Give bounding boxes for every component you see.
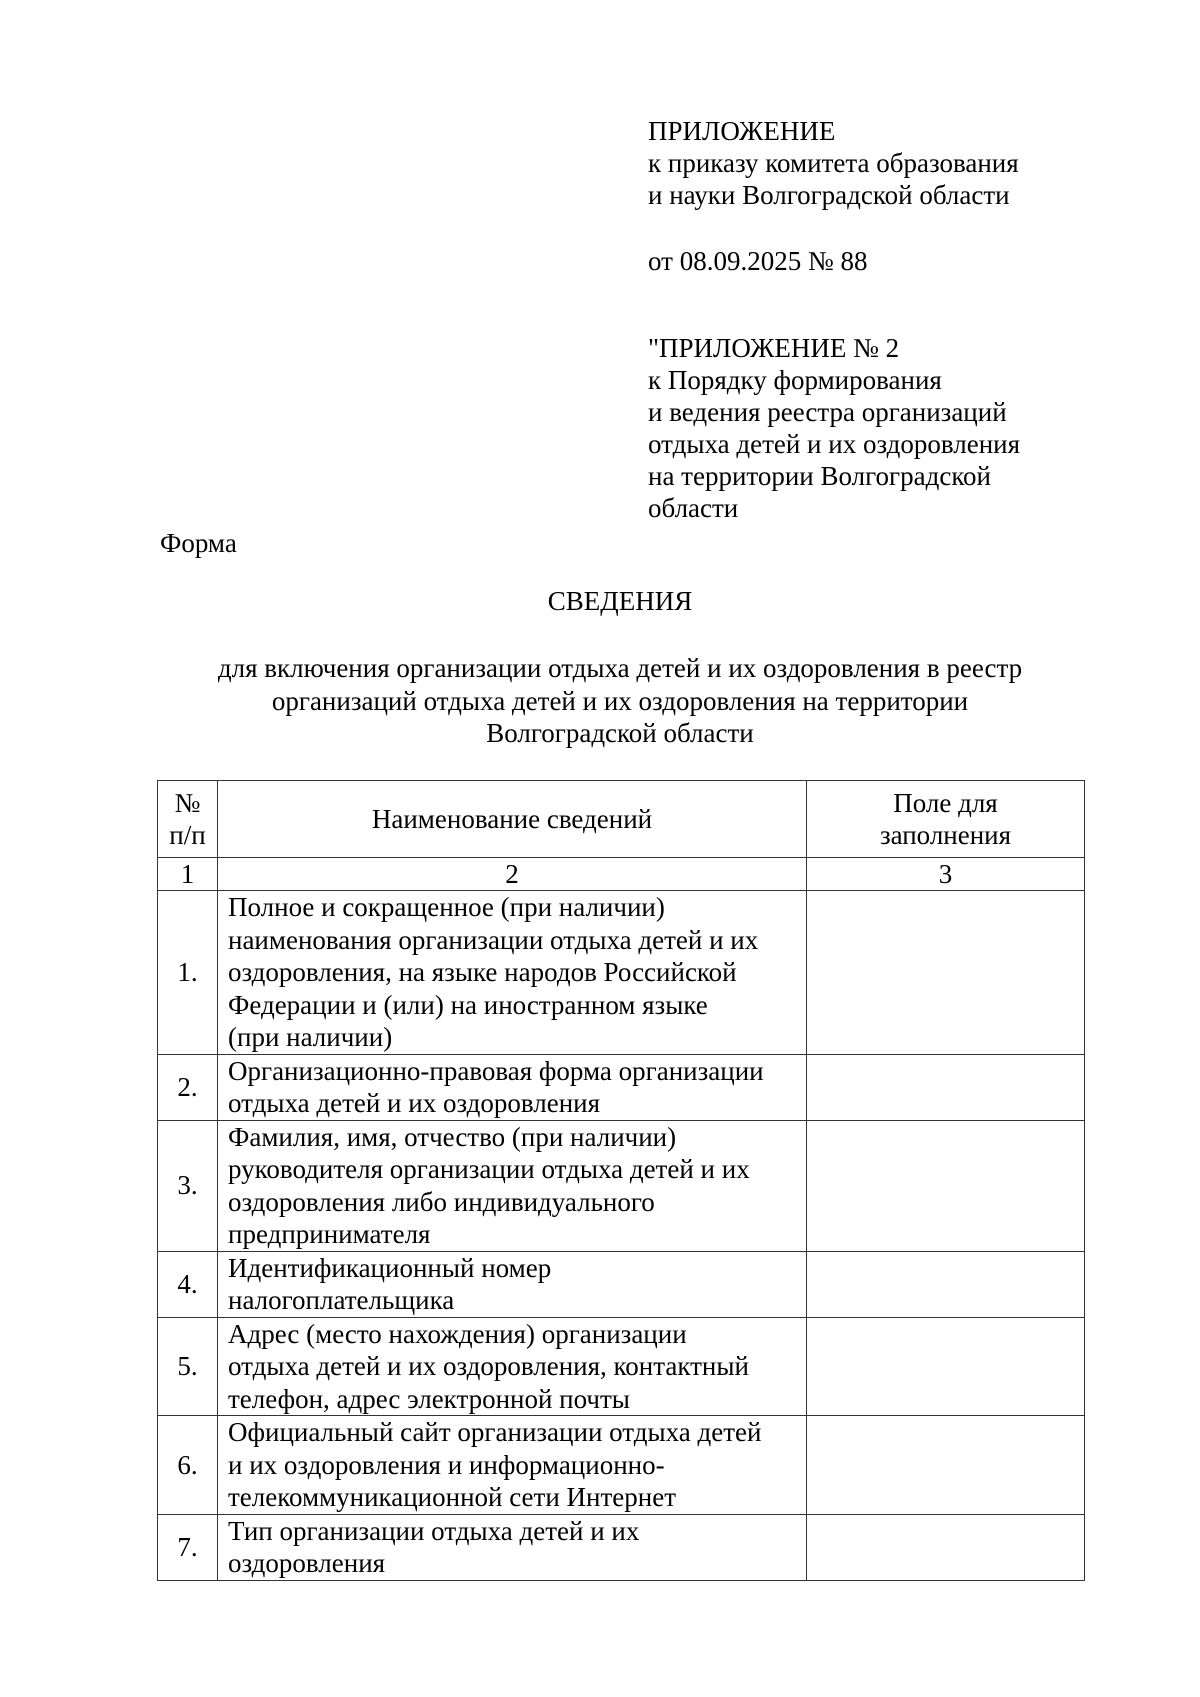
table-row: [158, 1251, 1085, 1317]
row-description: [218, 1416, 807, 1515]
information-table: [157, 780, 1085, 1581]
fill-in-field[interactable]: [807, 891, 1085, 1055]
row-description: [218, 1120, 807, 1251]
row-description-line: и их оздоровления и информационно-: [228, 1449, 665, 1480]
fill-in-field[interactable]: [807, 1416, 1085, 1515]
row-description-line: отдыха детей и их оздоровления, контактный: [228, 1351, 749, 1381]
row-description-line: Фамилия, имя, отчество (при наличии): [228, 1121, 677, 1152]
row-description-line: отдыха детей и их оздоровления: [228, 1088, 601, 1118]
appendix-2-header: [648, 332, 1020, 524]
row-number: 4.: [158, 1251, 218, 1317]
row-number: 6.: [158, 1416, 218, 1515]
appendix-2-line-1: к Порядку формирования: [648, 365, 942, 395]
row-description-line: телефон, адрес электронной почты: [228, 1383, 630, 1414]
column-number-row: [158, 858, 1085, 891]
row-number: 5.: [158, 1317, 218, 1416]
fill-in-field[interactable]: [807, 1054, 1085, 1120]
row-description-line: руководителя организации отдыха детей и их: [228, 1154, 750, 1184]
appendix-title: ПРИЛОЖЕНИЕ: [648, 116, 836, 146]
appendix-ref-line-1: к приказу комитета образования: [648, 148, 1019, 178]
row-description-line: налогоплательщика: [228, 1285, 455, 1315]
column-number: 3: [807, 858, 1085, 891]
document-subtitle: [0, 652, 1200, 750]
row-description-line: Организационно-правовая форма организации: [228, 1055, 764, 1086]
fill-in-field[interactable]: [807, 1251, 1085, 1317]
row-description-line: Тип организации отдыха детей и их: [228, 1515, 640, 1546]
appendix-2-line-3: отдыха детей и их оздоровления: [648, 429, 1021, 459]
header-field-line-2: заполнения: [879, 820, 1012, 850]
row-description-line: оздоровления либо индивидуального: [228, 1186, 655, 1217]
row-description-line: предпринимателя: [228, 1219, 431, 1249]
row-number: 2.: [158, 1054, 218, 1120]
appendix-2-line-5: области: [648, 493, 739, 523]
header-number: [158, 781, 218, 858]
table-row: [158, 1416, 1085, 1515]
row-description: [218, 1514, 807, 1580]
subtitle-line-2: организаций отдыха детей и их оздоровления на территории: [271, 685, 969, 716]
row-description-line: оздоровления, на языке народов Российской: [228, 957, 737, 987]
header-field: [807, 781, 1085, 858]
appendix-ref-line-2: и науки Волгоградской области: [648, 180, 1010, 210]
row-description-line: Адрес (место нахождения) организации: [228, 1318, 687, 1349]
subtitle-line-3: Волгоградской области: [486, 718, 754, 748]
order-date: от 08.09.2025 № 88: [648, 246, 868, 276]
header-number-line-1: №: [174, 787, 201, 818]
table-row: [158, 1514, 1085, 1580]
table-row: [158, 1054, 1085, 1120]
table-row: [158, 891, 1085, 1055]
row-description-line: Федерации и (или) на иностранном языке: [228, 989, 708, 1020]
row-description-line: Официальный сайт организации отдыха детей: [228, 1417, 762, 1447]
document-title: СВЕДЕНИЯ: [547, 586, 693, 616]
subtitle-line-1: для включения организации отдыха детей и их оздоровления в реестр: [217, 653, 1023, 683]
row-description-line: наименования организации отдыха детей и их: [228, 924, 759, 955]
row-description: [218, 1054, 807, 1120]
table-row: [158, 1317, 1085, 1416]
appendix-header: [648, 115, 1019, 211]
form-label: Форма: [160, 528, 237, 558]
row-number: 1.: [158, 891, 218, 1055]
column-number: 1: [158, 858, 218, 891]
table-header-row: [158, 781, 1085, 858]
appendix-2-title: "ПРИЛОЖЕНИЕ № 2: [648, 333, 900, 363]
row-description: [218, 891, 807, 1055]
row-number: 7.: [158, 1514, 218, 1580]
table-row: [158, 1120, 1085, 1251]
fill-in-field[interactable]: [807, 1317, 1085, 1416]
row-description-line: телекоммуникационной сети Интернет: [228, 1482, 676, 1512]
row-description-line: Полное и сокращенное (при наличии): [228, 892, 665, 922]
appendix-2-line-2: и ведения реестра организаций: [648, 397, 1007, 427]
header-name: Наименование сведений: [218, 781, 807, 858]
column-number: 2: [218, 858, 807, 891]
row-description-line: Идентификационный номер: [228, 1252, 552, 1283]
row-number: 3.: [158, 1120, 218, 1251]
appendix-2-line-4: на территории Волгоградской: [648, 461, 992, 491]
header-field-line-1: Поле для: [893, 787, 998, 818]
row-description-line: оздоровления: [228, 1548, 386, 1578]
row-description-line: (при наличии): [228, 1022, 393, 1052]
row-description: [218, 1317, 807, 1416]
row-description: [218, 1251, 807, 1317]
fill-in-field[interactable]: [807, 1120, 1085, 1251]
fill-in-field[interactable]: [807, 1514, 1085, 1580]
header-number-line-2: п/п: [169, 820, 206, 850]
